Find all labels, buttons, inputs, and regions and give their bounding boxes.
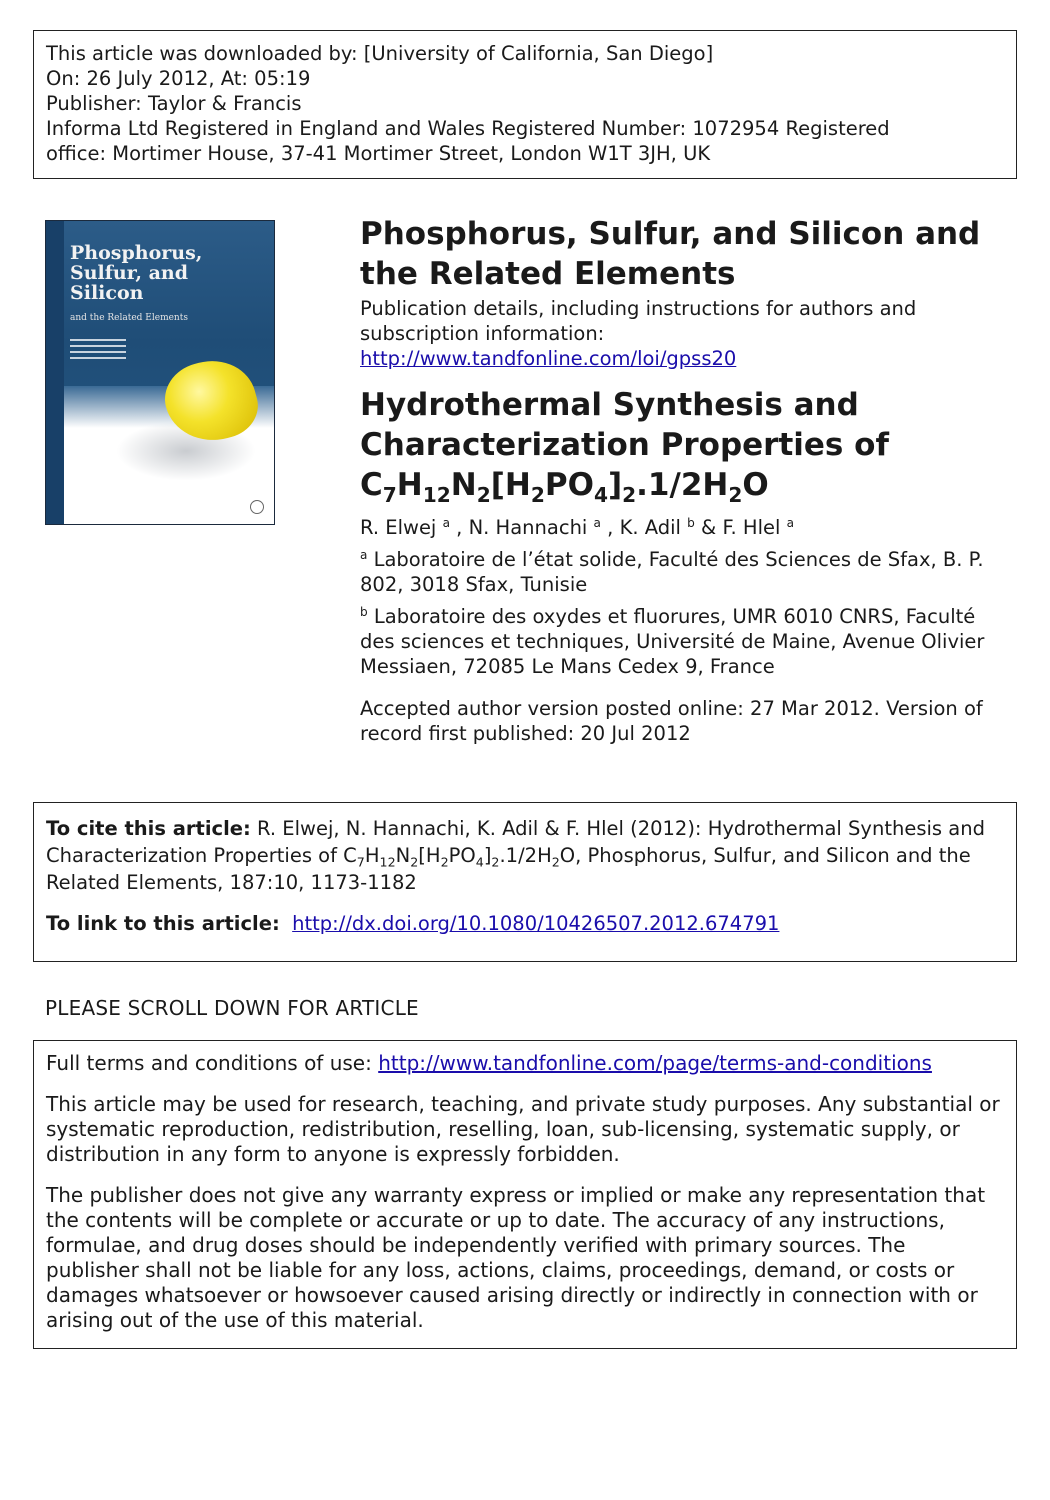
terms-paragraph-disclaimer: The publisher does not give any warranty express or implied or make any representation that the contents will be complete or accurate or up to date. The accuracy of any instructions, formulae, and drug doses should be independently verified with primary sources. The publisher shall not be liable for any loss, actions, claims, proceedings, demand, or costs or damages whatsoever or howsoever caused arising directly or indirectly in connection with or arising out of the use of this material. bbox=[46, 1183, 986, 1332]
terms-paragraph-usage: This article may be used for research, teaching, and private study purposes. Any substantial or systematic reproduction, redistribution, reselling, loan, sub-licensing, systematic supply, or distribution in any form to anyone is expressly forbidden. bbox=[46, 1092, 1000, 1166]
notice-line-date: On: 26 July 2012, At: 05:19 bbox=[46, 67, 311, 90]
author-affiliation-mark: a bbox=[786, 515, 795, 530]
notice-line-downloaded-by: This article was downloaded by: [University of California, San Diego] bbox=[46, 42, 714, 65]
article-title bbox=[360, 385, 1010, 508]
cover-spine-strip bbox=[46, 221, 64, 524]
notice-line-publisher: Publisher: Taylor & Francis bbox=[46, 92, 302, 115]
publication-details-text: Publication details, including instructions for authors and subscription information: bbox=[360, 297, 917, 345]
author-name: K. Adil bbox=[619, 516, 681, 539]
article-link-row bbox=[46, 910, 1004, 937]
cover-title-text: Phosphorus, Sulfur, and Silicon bbox=[70, 242, 203, 304]
cover-title bbox=[70, 243, 220, 303]
terms-url-link[interactable]: http://www.tandfonline.com/page/terms-and-conditions bbox=[378, 1051, 932, 1075]
doi-link[interactable]: http://dx.doi.org/10.1080/10426507.2012.674791 bbox=[292, 912, 780, 935]
scroll-down-notice: PLEASE SCROLL DOWN FOR ARTICLE bbox=[45, 996, 419, 1020]
citation-label: To cite this article: bbox=[46, 817, 251, 840]
citation-text bbox=[46, 815, 1004, 896]
cover-subtitle: and the Related Elements bbox=[70, 313, 188, 323]
author-name: R. Elwej bbox=[360, 516, 437, 539]
article-link-label: To link to this article: bbox=[46, 912, 280, 935]
publisher-logo-icon bbox=[250, 500, 264, 514]
download-notice bbox=[33, 30, 1017, 179]
publication-details bbox=[360, 296, 1010, 371]
citation-text-after: , Phosphorus, Sulfur, and Silicon and the Related Elements, 187:10, 1173-1182 bbox=[46, 844, 971, 894]
affiliation-mark: a bbox=[360, 547, 368, 562]
affiliation-a-text: Laboratoire de l’état solide, Faculté des Sciences de Sfax, B. P. 802, 3018 Sfax, Tunisie bbox=[360, 548, 984, 596]
terms-link-row bbox=[46, 1051, 1004, 1076]
author-affiliation-mark: a bbox=[442, 515, 450, 530]
chemical-formula: $C_7H_{12}N_2[H_2PO_4]_2.1/2H_2O$ bbox=[360, 467, 769, 508]
terms-label: Full terms and conditions of use: bbox=[46, 1051, 372, 1075]
cover-text-lines bbox=[70, 335, 150, 363]
journal-cover-image bbox=[45, 220, 275, 525]
author-affiliation-mark: a bbox=[593, 515, 601, 530]
citation-box bbox=[33, 802, 1017, 962]
author-name: N. Hannachi bbox=[468, 516, 588, 539]
citation-text-before: R. Elwej, N. Hannachi, K. Adil & F. Hlel (2012): Hydrothermal Synthesis and Characterization Properties of bbox=[46, 817, 985, 867]
notice-line-registration: Informa Ltd Registered in England and Wales Registered Number: 1072954 Registered bbox=[46, 117, 890, 140]
publication-dates: Accepted author version posted online: 27 Mar 2012. Version of record first published: 20 Jul 2012 bbox=[360, 697, 983, 745]
affiliation-b-text: Laboratoire des oxydes et fluorures, UMR 6010 CNRS, Faculté des sciences et techniques, Université de Maine, Avenue Olivier Messiaen, 72085 Le Mans Cedex 9, France bbox=[360, 605, 985, 678]
affiliation-mark: b bbox=[360, 604, 368, 619]
notice-line-office: office: Mortimer House, 37-41 Mortimer Street, London W1T 3JH, UK bbox=[46, 142, 711, 165]
journal-url-link[interactable]: http://www.tandfonline.com/loi/gpss20 bbox=[360, 347, 737, 370]
terms-box bbox=[33, 1040, 1017, 1349]
article-title-text: Hydrothermal Synthesis and Characterization Properties of bbox=[360, 387, 889, 463]
journal-title: Phosphorus, Sulfur, and Silicon and the Related Elements bbox=[360, 216, 981, 292]
author-list: R. Elwej $^a$ , N. Hannachi $^a$ , K. Adil $^b$ & F. Hlel $^a$ bbox=[360, 515, 795, 539]
author-name: F. Hlel bbox=[722, 516, 781, 539]
citation-formula: $C_7H_{12}N_2[H_2PO_4]_2.1/2H_2O$ bbox=[343, 844, 576, 870]
author-affiliation-mark: b bbox=[687, 515, 695, 530]
affiliation-b bbox=[360, 604, 1000, 679]
affiliation-a bbox=[360, 547, 1000, 597]
